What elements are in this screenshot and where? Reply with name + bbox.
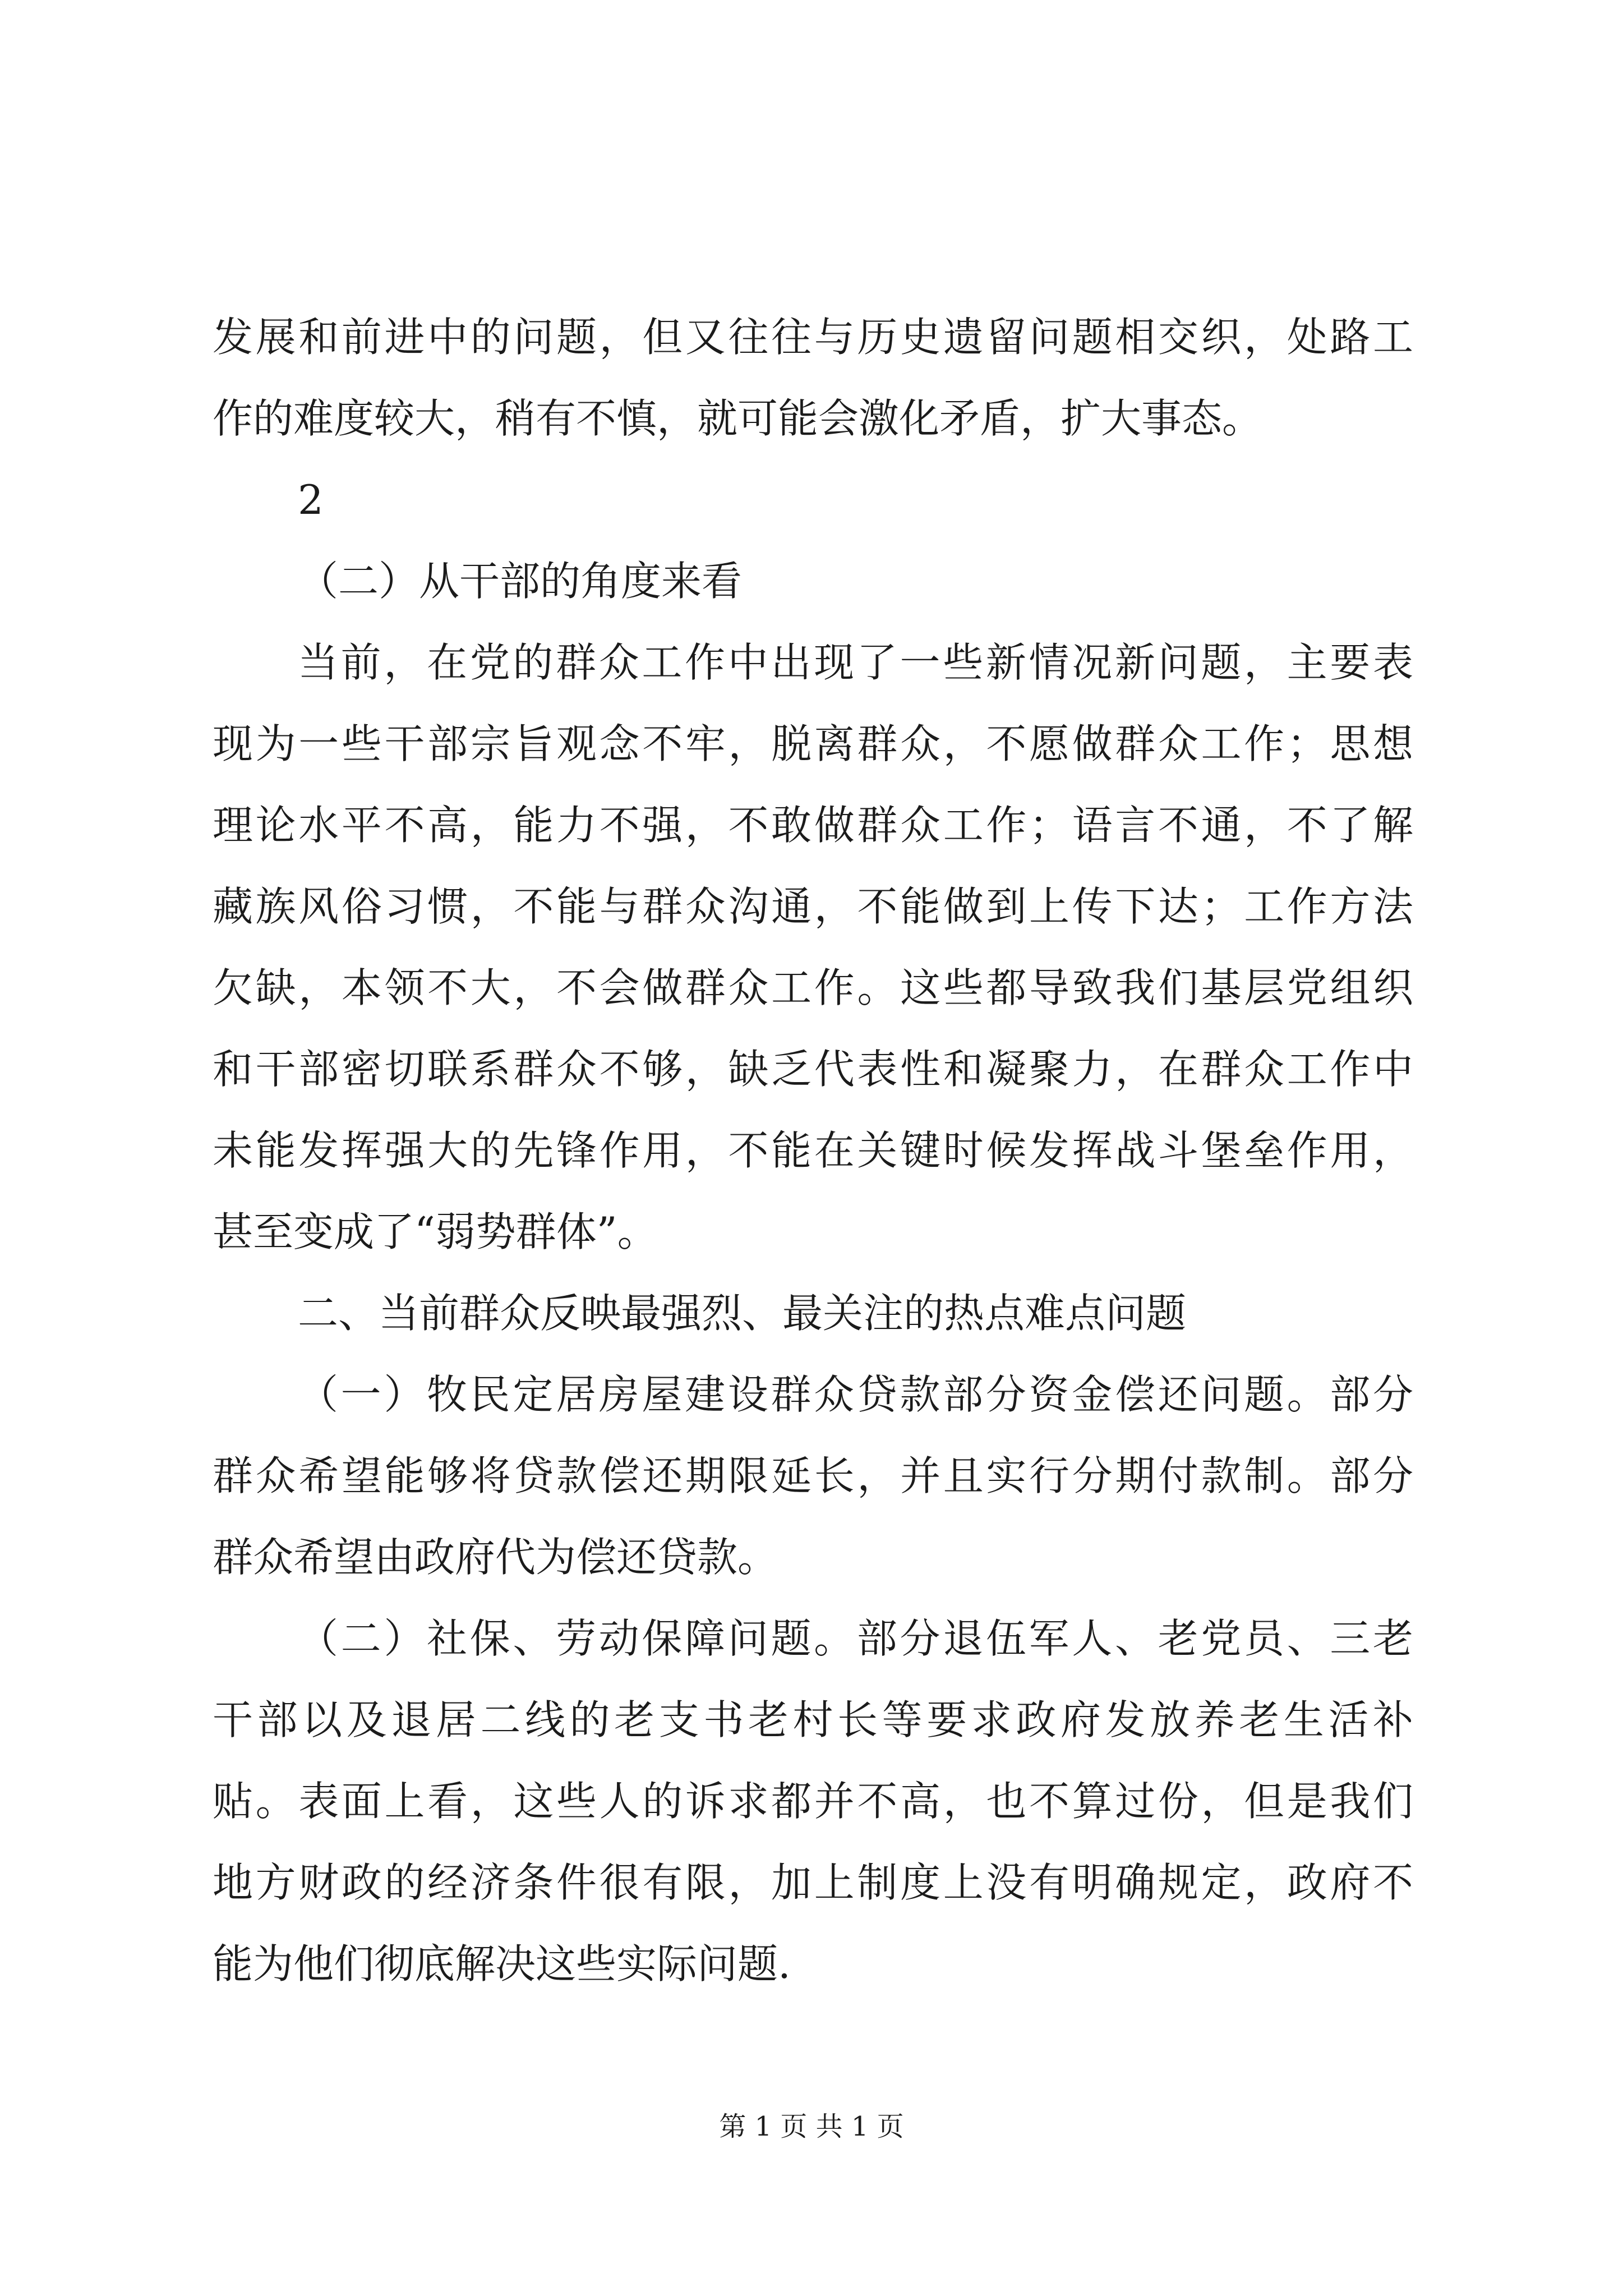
text-line: （一）牧民定居房屋建设群众贷款部分资金偿还问题。部分 xyxy=(298,1371,1413,1418)
text-line: （二）社保、劳动保障问题。部分退伍军人、老党员、三老 xyxy=(298,1615,1413,1662)
paragraph xyxy=(213,297,1413,459)
text-line: 和干部密切联系群众不够，缺乏代表性和凝聚力，在群众工作中 xyxy=(213,1046,1413,1093)
text-line: 群众希望由政府代为偿还贷款。 xyxy=(213,1534,778,1581)
page-number-label: 第 1 页 共 1 页 xyxy=(719,2111,904,2142)
text-line: 二、当前群众反映最强烈、最关注的热点难点问题 xyxy=(298,1290,1187,1337)
text-line: 2 xyxy=(298,476,324,523)
text-line: 能为他们彻底解决这些实际问题. xyxy=(213,1940,791,1987)
text-line: 干部以及退居二线的老支书老村长等要求政府发放养老生活补 xyxy=(213,1696,1413,1743)
text-line: 当前，在党的群众工作中出现了一些新情况新问题，主要表 xyxy=(298,639,1413,686)
paragraph xyxy=(213,1598,1413,2005)
section-heading xyxy=(213,1273,1413,1354)
text-line: 理论水平不高，能力不强，不敢做群众工作；语言不通，不了解 xyxy=(213,802,1413,849)
text-line: 地方财政的经济条件很有限，加上制度上没有明确规定，政府不 xyxy=(213,1859,1413,1906)
text-line: 现为一些干部宗旨观念不牢，脱离群众，不愿做群众工作；思想 xyxy=(213,720,1413,767)
paragraph xyxy=(213,459,1413,541)
text-line: 未能发挥强大的先锋作用，不能在关键时候发挥战斗堡垒作用， xyxy=(213,1127,1413,1174)
text-line: （二）从干部的角度来看 xyxy=(298,558,743,605)
text-line: 群众希望能够将贷款偿还期限延长，并且实行分期付款制。部分 xyxy=(213,1452,1413,1499)
text-line: 甚至变成了“弱势群体”。 xyxy=(213,1208,658,1255)
text-line: 贴。表面上看，这些人的诉求都并不高，也不算过份，但是我们 xyxy=(213,1778,1413,1825)
page-footer xyxy=(0,2110,1623,2143)
document-body xyxy=(213,297,1413,2005)
text-line: 欠缺，本领不大，不会做群众工作。这些都导致我们基层党组织 xyxy=(213,964,1413,1011)
paragraph xyxy=(213,1354,1413,1598)
text-line: 作的难度较大，稍有不慎，就可能会激化矛盾，扩大事态。 xyxy=(213,395,1263,442)
text-line: 藏族风俗习惯，不能与群众沟通，不能做到上传下达；工作方法 xyxy=(213,883,1413,930)
section-heading xyxy=(213,541,1413,622)
paragraph xyxy=(213,622,1413,1273)
text-line: 发展和前进中的问题，但又往往与历史遗留问题相交织，处路工 xyxy=(213,314,1413,361)
